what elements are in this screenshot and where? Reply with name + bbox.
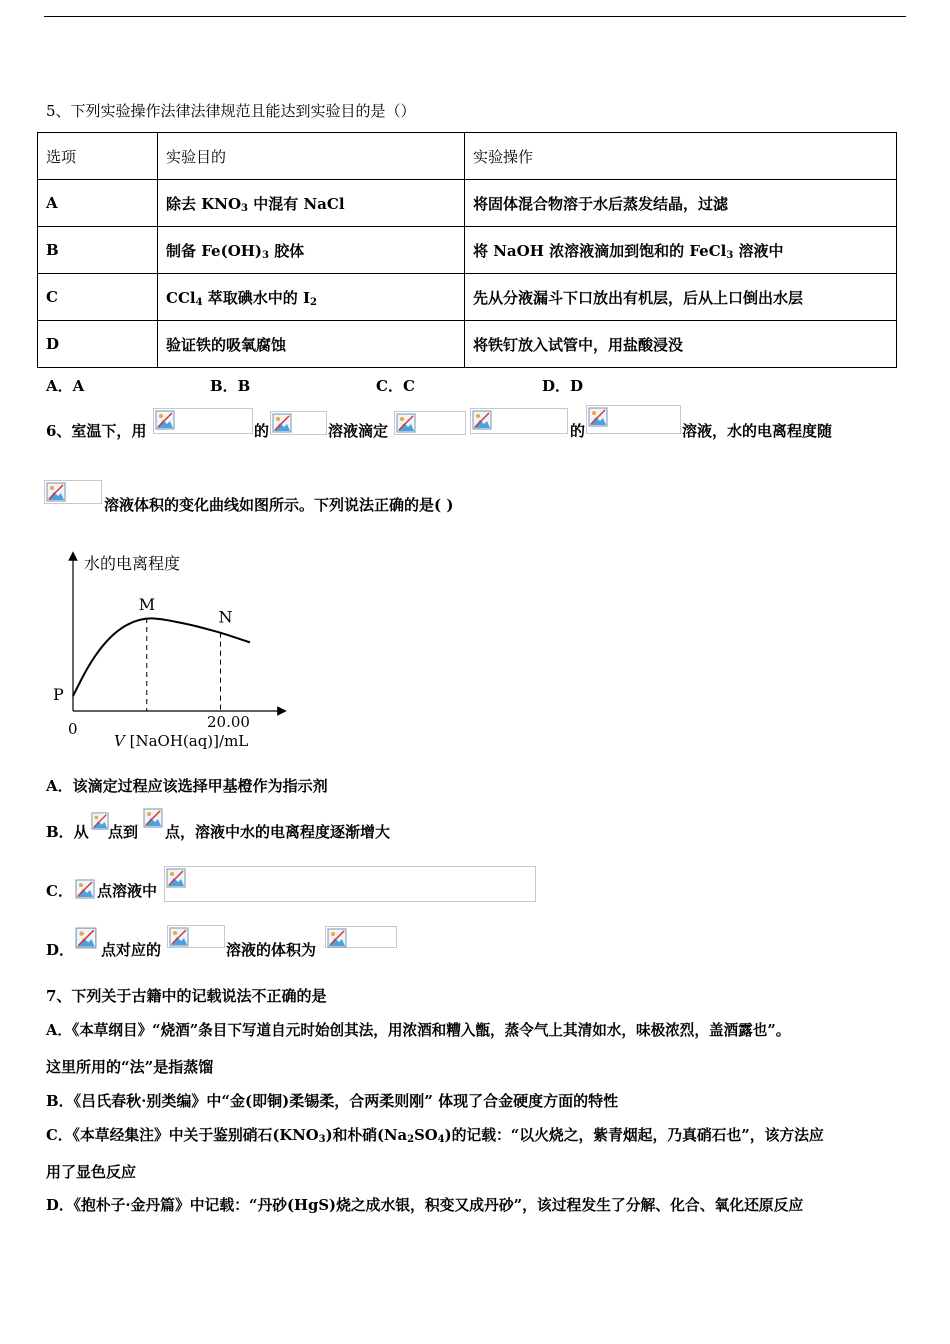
point-label-m: M	[138, 595, 156, 614]
table-row	[38, 227, 897, 274]
broken-image-icon	[90, 810, 108, 832]
q6-option-d-3: 溶液的体积为	[226, 941, 317, 959]
row-option: C	[38, 274, 158, 321]
broken-image-icon	[164, 866, 536, 902]
point-label-p: P	[53, 685, 64, 704]
broken-image-icon	[470, 408, 568, 434]
row-operation: 先从分液漏斗下口放出有机层，后从上口倒出水层	[465, 274, 897, 321]
table-row	[38, 321, 897, 368]
header-purpose: 实验目的	[158, 133, 465, 180]
table-row	[38, 180, 897, 227]
header-rule	[44, 16, 906, 17]
row-purpose: CCl$_4$ 萃取碘水中的 $I_2$	[158, 274, 465, 321]
q5-choice-d: D．D	[542, 377, 584, 395]
header-option: 选项	[38, 133, 158, 180]
row-operation: 将 NaOH 浓溶液滴加到饱和的 FeCl$_3$ 溶液中	[465, 227, 897, 274]
q5-choice-b: B．B	[210, 377, 251, 395]
ionization-curve	[73, 618, 250, 696]
q7-option-d: D．《抱朴子·金丹篇》中记载：“丹砂(HgS)烧之成水银，积变又成丹砂”，该过程发生了分解、化合、氧化还原反应	[46, 1197, 804, 1214]
q7-option-c-line1: C．《本草经集注》中关于鉴别硝石$(KNO_3)$和朴硝$(Na_2SO_4)$的记载：“以火烧之，紫青烟起，乃真硝石也”，该方法应	[46, 1127, 824, 1145]
q6-option-b-2: 点到	[108, 823, 139, 841]
broken-image-icon	[153, 408, 253, 434]
header-operation: 实验操作	[465, 133, 897, 180]
q5-choice-c: C．C	[376, 377, 415, 395]
q6-option-c-2: 点溶液中	[97, 882, 158, 900]
q6-option-b-1: B．从	[46, 823, 89, 841]
q6-text-4: 的	[570, 422, 586, 440]
q6-option-b-3: 点，溶液中水的电离程度逐渐增大	[165, 823, 391, 841]
q5-stem: 5、下列实验操作法律法律规范且能达到实验目的是（）	[46, 102, 416, 120]
q6-text-5: 溶液，水的电离程度随	[682, 422, 833, 440]
row-operation: 将固体混合物溶于水后蒸发结晶，过滤	[465, 180, 897, 227]
q6-text-1: 6、室温下，用	[46, 422, 147, 440]
broken-image-icon	[325, 926, 397, 948]
row-option: B	[38, 227, 158, 274]
q7-option-a-line1: A．《本草纲目》“烧酒”条目下写道自元时始创其法，用浓酒和糟入甑，蒸令气上其清如水，味极浓烈，盖酒露也”。	[46, 1022, 791, 1039]
broken-image-icon	[586, 405, 681, 434]
row-purpose: 制备 $Fe(OH)_3$ 胶体	[158, 227, 465, 274]
point-label-n: N	[218, 607, 233, 627]
q7-stem: 7、下列关于古籍中的记载说法不正确的是	[46, 987, 327, 1005]
row-purpose: 除去 $KNO_3$ 中混有 NaCl	[158, 180, 465, 227]
x-axis-label: V [NaOH(aq)]/mL	[114, 732, 249, 750]
broken-image-icon	[394, 411, 466, 435]
table-row	[38, 274, 897, 321]
q5-choice-a: A．A	[46, 377, 85, 395]
q6-option-d-2: 点对应的	[101, 941, 162, 959]
q6-text-3: 溶液滴定	[328, 422, 389, 440]
table-header-row	[38, 133, 897, 180]
q6-text-line2: 溶液体积的变化曲线如图所示。下列说法正确的是( )	[104, 496, 454, 514]
ionization-chart	[44, 548, 294, 758]
broken-image-icon	[167, 925, 225, 948]
broken-image-icon	[44, 480, 102, 504]
row-option: A	[38, 180, 158, 227]
q6-option-d-1: D．	[46, 941, 75, 959]
q7-option-b: B．《吕氏春秋·别类编》中“金(即铜)柔锡柔，合两柔则刚” 体现了合金硬度方面的特性	[46, 1092, 619, 1110]
q5-table	[37, 132, 897, 368]
broken-image-icon	[270, 411, 327, 435]
q6-text-2: 的	[254, 422, 270, 440]
broken-image-icon	[74, 878, 96, 900]
q7-option-c-line2: 用了显色反应	[46, 1163, 137, 1181]
broken-image-icon	[142, 806, 164, 832]
row-operation: 将铁钉放入试管中，用盐酸浸没	[465, 321, 897, 368]
x-tick-label: 20.00	[207, 713, 250, 731]
origin-label: 0	[68, 720, 78, 738]
q6-option-a: A．该滴定过程应该选择甲基橙作为指示剂	[46, 777, 328, 795]
row-option: D	[38, 321, 158, 368]
row-purpose: 验证铁的吸氧腐蚀	[158, 321, 465, 368]
y-axis-label: 水的电离程度	[84, 554, 181, 573]
q7-option-a-line2: 这里所用的“法”是指蒸馏	[46, 1058, 214, 1076]
q6-option-c-1: C．	[46, 882, 73, 900]
broken-image-icon	[74, 926, 100, 950]
